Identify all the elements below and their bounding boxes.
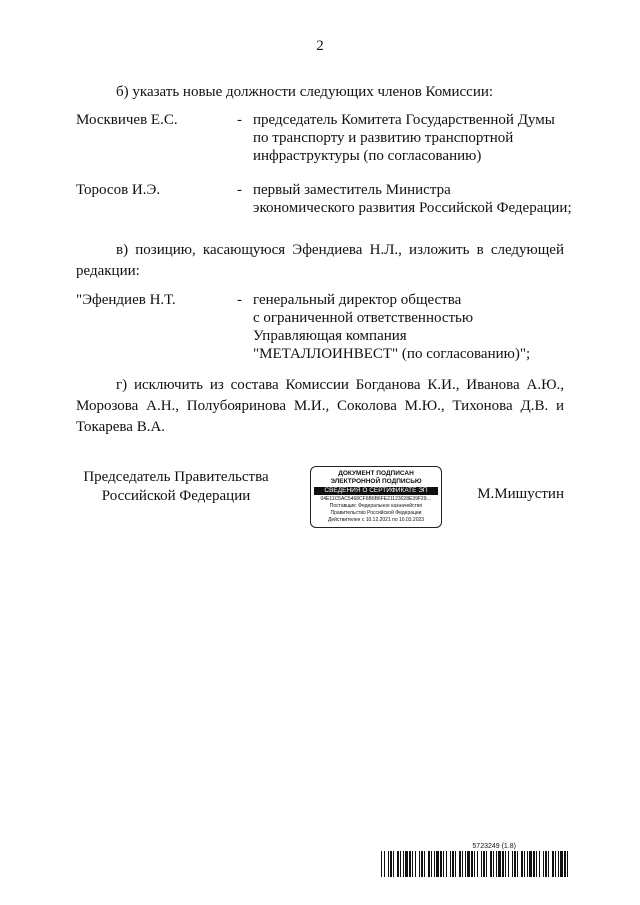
stamp-supplier: Правительство Российской Федерации <box>330 510 422 516</box>
stamp-certificate-bar: СВЕДЕНИЯ О СЕРТИФИКАТЕ ЭП <box>314 487 438 495</box>
member-description-line: первый заместитель Министра <box>253 182 451 198</box>
paragraph-b: б) указать новые должности следующих членов Комиссии: <box>116 84 494 100</box>
stamp-title-line: ДОКУМЕНТ ПОДПИСАН <box>338 470 414 477</box>
paragraph-g: г) исключить из состава Комиссии Богданова К.И., Иванова А.Ю., Морозова А.Н., Полубояринова М.И., Соколова М.Ю., Тихонова Д.В. и Токарева В.А. <box>76 377 564 435</box>
member-description-line: генеральный директор общества <box>253 292 462 308</box>
member-description-line: "МЕТАЛЛОИНВЕСТ" (по согласованию)"; <box>253 346 531 362</box>
member-name: "Эфендиев Н.Т. <box>76 292 176 308</box>
signatory-name: М.Мишустин <box>477 486 564 502</box>
member-description-line: Управляющая компания <box>253 328 407 344</box>
member-description-line: по транспорту и развитию транспортной <box>253 130 514 146</box>
member-name: Торосов И.Э. <box>76 182 161 198</box>
signatory-title-line: Российской Федерации <box>101 488 251 504</box>
barcode-number: 5723249 (1.8) <box>472 843 516 850</box>
member-name: Москвичев Е.С. <box>76 112 178 128</box>
signatory-title-line: Председатель Правительства <box>83 469 269 485</box>
barcode-image <box>381 851 569 877</box>
stamp-title-line: ЭЛЕКТРОННОЙ ПОДПИСЬЮ <box>330 478 422 485</box>
stamp-validity: Действителен с 10.12.2021 по 10.03.2023 <box>327 517 425 523</box>
stamp-certificate-id: 04E11C5AC5468CF6B6B6FE21123028E39F29… <box>320 496 432 502</box>
signatory-title <box>76 468 276 506</box>
member-dash: - <box>237 292 242 308</box>
electronic-signature-stamp <box>310 466 442 528</box>
page-number: 2 <box>316 38 324 54</box>
member-dash: - <box>237 112 242 128</box>
paragraph-v: в) позицию, касающуюся Эфендиева Н.Л., изложить в следующей редакции: <box>76 242 564 279</box>
member-description <box>253 181 573 217</box>
member-dash: - <box>237 182 242 198</box>
member-description-line: с ограниченной ответственностью <box>253 310 474 326</box>
member-description-line: инфраструктуры (по согласованию) <box>253 148 482 164</box>
member-description <box>253 111 573 165</box>
stamp-supplier: Поставщик: Федеральное казначейство <box>329 503 423 509</box>
member-description-line: экономического развития Российской Федерации; <box>253 200 572 216</box>
member-description <box>253 291 573 363</box>
member-description-line: председатель Комитета Государственной Думы <box>253 112 555 128</box>
